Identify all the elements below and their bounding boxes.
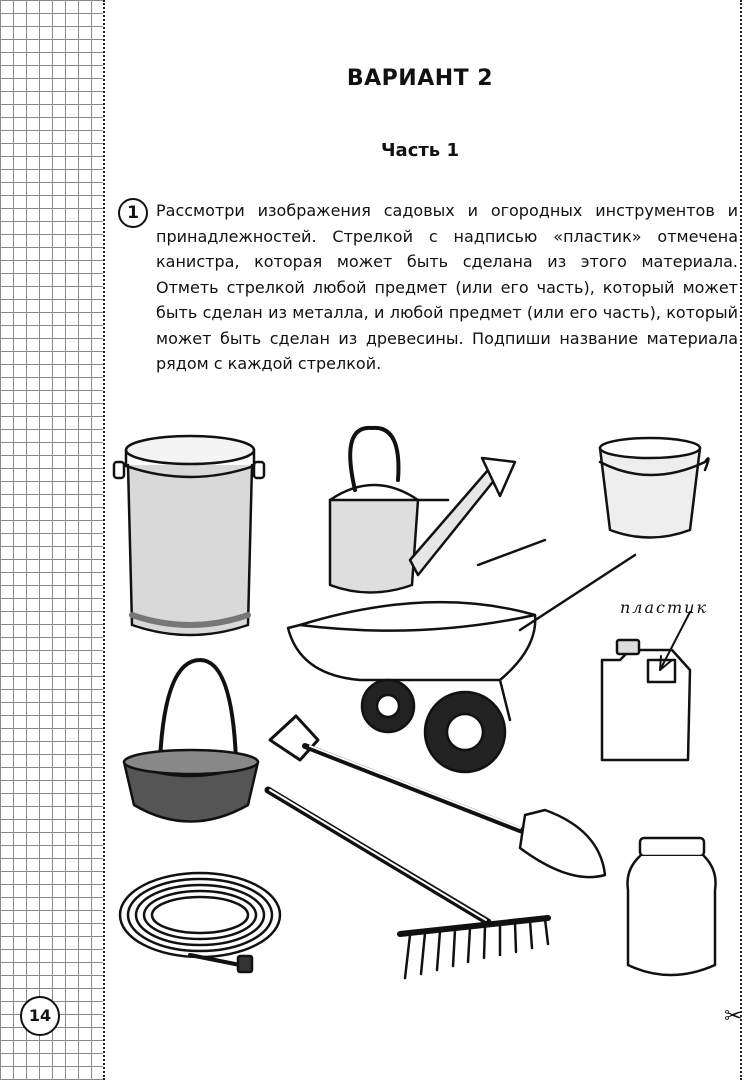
- scissors-icon: ✂: [724, 1004, 743, 1029]
- task-number: 1: [118, 198, 148, 228]
- glass-jar-icon: [628, 838, 716, 975]
- section-title: Часть 1: [381, 140, 459, 161]
- barrel-icon: [114, 436, 264, 635]
- canister-icon: [602, 612, 690, 760]
- garden-hose-icon: [120, 873, 280, 972]
- bucket-icon: [600, 438, 709, 538]
- label-plastic: пластик: [620, 598, 709, 617]
- watering-can-icon: [330, 428, 515, 593]
- rake-icon: [268, 790, 548, 978]
- basket-icon: [124, 660, 258, 822]
- page-number: 14: [20, 996, 60, 1036]
- page-title: ВАРИАНТ 2: [346, 66, 494, 91]
- task-text: Рассмотри изображения садовых и огородных инструментов и принадлежностей. Стрелкой с надписью «пластик» отмечена канистра, которая может быть сделана из этого материала. Отметь стрелкой любой предмет (или его часть), который может быть сделан из металла, и любой предмет (или его часть), который может быть сделан из древесины. Подпиши название материала рядом с каждой стрелкой.: [156, 201, 738, 373]
